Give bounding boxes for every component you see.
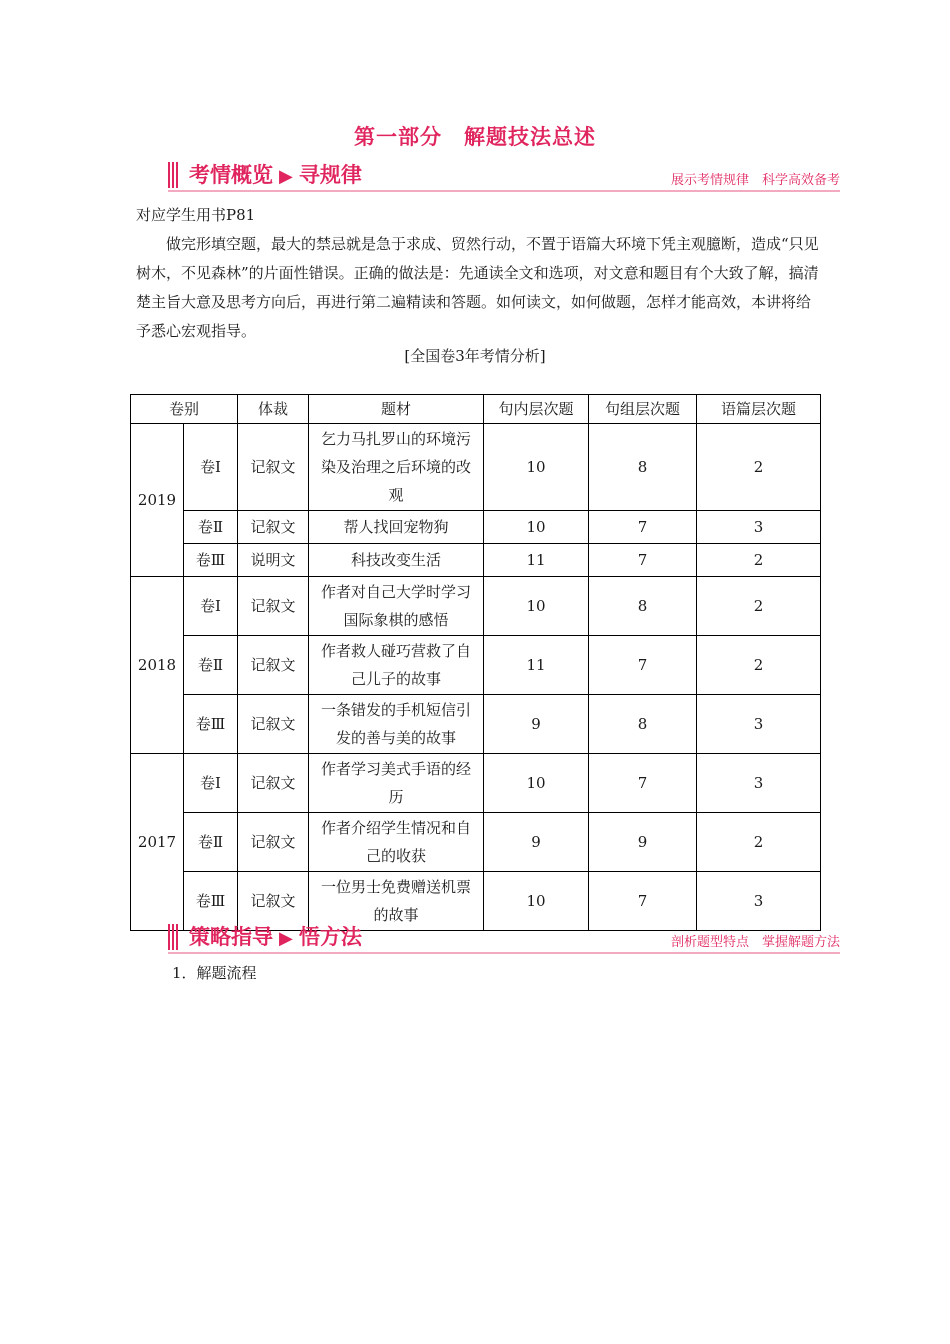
header-discourse: 语篇层次题 bbox=[697, 395, 821, 424]
group-count-cell: 7 bbox=[589, 636, 697, 695]
year-cell: 2019 bbox=[131, 424, 184, 577]
section-banner-exam-overview bbox=[168, 160, 840, 192]
banner-subtitle: 展示考情规律 科学高效备考 bbox=[670, 173, 840, 188]
intra-count-cell: 9 bbox=[484, 695, 589, 754]
arrow-right-icon: ▶ bbox=[279, 928, 293, 949]
table-caption: [全国卷3年考情分析] bbox=[404, 347, 546, 365]
group-count-cell: 9 bbox=[589, 813, 697, 872]
discourse-count-cell: 2 bbox=[697, 636, 821, 695]
intra-count-cell: 10 bbox=[484, 424, 589, 511]
genre-cell: 记叙文 bbox=[238, 754, 309, 813]
paper-cell: 卷Ⅱ bbox=[184, 511, 238, 544]
discourse-count-cell: 3 bbox=[697, 511, 821, 544]
intra-count-cell: 10 bbox=[484, 511, 589, 544]
group-count-cell: 8 bbox=[589, 695, 697, 754]
discourse-count-cell: 3 bbox=[697, 872, 821, 931]
table-row bbox=[131, 424, 821, 511]
genre-cell: 记叙文 bbox=[238, 695, 309, 754]
paper-cell: 卷Ⅱ bbox=[184, 636, 238, 695]
paper-cell: 卷Ⅰ bbox=[184, 577, 238, 636]
topic-cell: 科技改变生活 bbox=[309, 544, 484, 577]
year-cell: 2017 bbox=[131, 754, 184, 931]
intra-count-cell: 10 bbox=[484, 577, 589, 636]
intro-paragraph: 做完形填空题，最大的禁忌就是急于求成、贸然行动，不置于语篇大环境下凭主观臆断，造成“只见树木，不见森林”的片面性错误。正确的做法是：先通读全文和选项，对文意和题目有个大致了解，搞清楚主旨大意及思考方向后，再进行第二遍精读和答题。如何读文，如何做题，怎样才能高效，本讲将给予悉心宏观指导。 bbox=[136, 235, 819, 340]
intra-count-cell: 11 bbox=[484, 544, 589, 577]
topic-cell: 作者对自己大学时学习国际象棋的感悟 bbox=[309, 577, 484, 636]
page-title: 第一部分 解题技法总述 bbox=[354, 125, 596, 149]
group-count-cell: 7 bbox=[589, 754, 697, 813]
genre-cell: 记叙文 bbox=[238, 424, 309, 511]
header-intra-sentence: 句内层次题 bbox=[484, 395, 589, 424]
group-count-cell: 8 bbox=[589, 424, 697, 511]
discourse-count-cell: 2 bbox=[697, 577, 821, 636]
genre-cell: 说明文 bbox=[238, 544, 309, 577]
group-count-cell: 7 bbox=[589, 872, 697, 931]
banner-heading bbox=[189, 922, 362, 952]
paper-cell: 卷Ⅱ bbox=[184, 813, 238, 872]
group-count-cell: 7 bbox=[589, 544, 697, 577]
discourse-count-cell: 3 bbox=[697, 754, 821, 813]
topic-cell: 作者救人碰巧营救了自己儿子的故事 bbox=[309, 636, 484, 695]
table-row bbox=[131, 511, 821, 544]
paper-cell: 卷Ⅰ bbox=[184, 424, 238, 511]
paper-cell: 卷Ⅲ bbox=[184, 544, 238, 577]
exam-analysis-table bbox=[130, 394, 821, 931]
topic-cell: 作者学习美式手语的经历 bbox=[309, 754, 484, 813]
header-genre: 体裁 bbox=[238, 395, 309, 424]
banner-underline bbox=[168, 952, 840, 954]
genre-cell: 记叙文 bbox=[238, 511, 309, 544]
table-row bbox=[131, 813, 821, 872]
genre-cell: 记叙文 bbox=[238, 577, 309, 636]
genre-cell: 记叙文 bbox=[238, 813, 309, 872]
banner-bars bbox=[168, 162, 178, 188]
table-header-row bbox=[131, 395, 821, 424]
intra-count-cell: 9 bbox=[484, 813, 589, 872]
table-row bbox=[131, 636, 821, 695]
table-row bbox=[131, 695, 821, 754]
book-reference: 对应学生用书P81 bbox=[136, 206, 256, 224]
discourse-count-cell: 3 bbox=[697, 695, 821, 754]
banner-heading-secondary: 悟方法 bbox=[298, 925, 362, 949]
table-row bbox=[131, 544, 821, 577]
topic-cell: 一位男士免费赠送机票的故事 bbox=[309, 872, 484, 931]
discourse-count-cell: 2 bbox=[697, 544, 821, 577]
banner-heading bbox=[189, 160, 362, 190]
paper-cell: 卷Ⅲ bbox=[184, 872, 238, 931]
table-row bbox=[131, 577, 821, 636]
discourse-count-cell: 2 bbox=[697, 424, 821, 511]
topic-cell: 乞力马扎罗山的环境污染及治理之后环境的改观 bbox=[309, 424, 484, 511]
banner-bars bbox=[168, 924, 178, 950]
paper-cell: 卷Ⅰ bbox=[184, 754, 238, 813]
discourse-count-cell: 2 bbox=[697, 813, 821, 872]
genre-cell: 记叙文 bbox=[238, 636, 309, 695]
banner-heading-main: 考情概览 bbox=[189, 163, 273, 187]
step-heading: 1．解题流程 bbox=[172, 964, 257, 982]
arrow-right-icon: ▶ bbox=[279, 166, 293, 187]
paper-cell: 卷Ⅲ bbox=[184, 695, 238, 754]
topic-cell: 一条错发的手机短信引发的善与美的故事 bbox=[309, 695, 484, 754]
year-cell: 2018 bbox=[131, 577, 184, 754]
table-row bbox=[131, 754, 821, 813]
intra-count-cell: 10 bbox=[484, 872, 589, 931]
banner-subtitle: 剖析题型特点 掌握解题方法 bbox=[670, 935, 840, 950]
topic-cell: 帮人找回宠物狗 bbox=[309, 511, 484, 544]
genre-cell: 记叙文 bbox=[238, 872, 309, 931]
group-count-cell: 7 bbox=[589, 511, 697, 544]
banner-heading-main: 策略指导 bbox=[189, 925, 273, 949]
group-count-cell: 8 bbox=[589, 577, 697, 636]
banner-heading-secondary: 寻规律 bbox=[298, 163, 362, 187]
intra-count-cell: 11 bbox=[484, 636, 589, 695]
banner-underline bbox=[168, 190, 840, 192]
header-topic: 题材 bbox=[309, 395, 484, 424]
topic-cell: 作者介绍学生情况和自己的收获 bbox=[309, 813, 484, 872]
header-sentence-group: 句组层次题 bbox=[589, 395, 697, 424]
intra-count-cell: 10 bbox=[484, 754, 589, 813]
section-banner-strategy bbox=[168, 922, 840, 954]
header-paper: 卷别 bbox=[131, 395, 238, 424]
